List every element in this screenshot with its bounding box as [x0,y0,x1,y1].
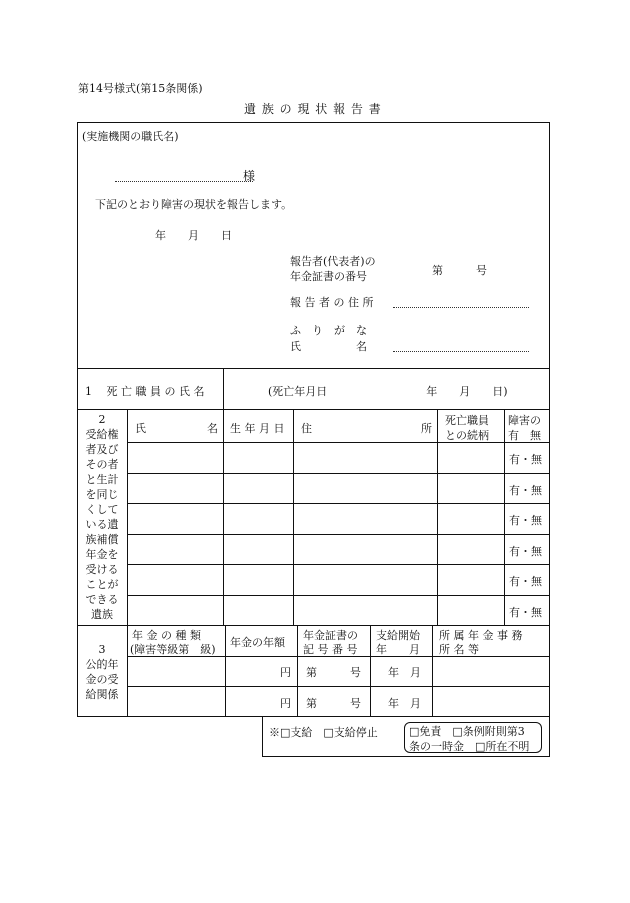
agency-label: (実施機関の職氏名) [82,130,179,143]
amount-yen[interactable]: 円 [280,697,291,710]
disability-choice[interactable]: 有・無 [509,575,542,588]
cert-number[interactable]: 第 号 [306,697,361,710]
label-column-line [127,409,128,717]
col-relation-head-2: との続柄 [445,429,489,442]
reporter-name-line[interactable] [393,351,529,352]
divider-section1 [77,409,550,410]
col-birth-head: 生 年 月 日 [230,422,285,435]
reporter-pension-label-2: 年金証書の番号 [290,270,367,283]
col-start-head-2: 年 月 [376,643,420,656]
disability-choice[interactable]: 有・無 [509,514,542,527]
s3-hline-1 [127,686,550,687]
s3-vline-1 [225,625,226,717]
start-year-month[interactable]: 年 月 [388,666,421,679]
s2-label-line: 遺族 [91,608,113,621]
s2-hline-2 [127,503,550,504]
section1-vline [223,368,224,410]
col-address-head-2: 所 [421,422,432,435]
s3-label-line: 金の受 [85,673,119,686]
section1-label: 1 死 亡 職 員 の 氏 名 [85,385,205,398]
col-cert-head-1: 年金証書の [303,629,358,642]
s2-hline-5 [127,595,550,596]
col-disability-head-1: 障害の [508,414,541,427]
page-title: 遺 族 の 現 状 報 告 書 [244,102,382,116]
statement-text: 下記のとおり障害の現状を報告します。 [95,198,293,211]
disability-choice[interactable]: 有・無 [509,545,542,558]
col-type-head-1: 年 金 の 種 類 [132,629,201,642]
col-name-head-2: 名 [207,422,218,435]
s2-label-line: ことが [85,578,119,591]
death-date[interactable]: (死亡年月日 年 月 日) [268,385,508,398]
s2-hline-1 [127,473,550,474]
s3-vline-3 [370,625,371,717]
col-amount-head: 年金の年額 [230,636,285,649]
s2-hline-4 [127,564,550,565]
col-relation-head-1: 死亡職員 [445,414,489,427]
col-cert-head-2: 記 号 番 号 [303,643,358,656]
disability-choice[interactable]: 有・無 [509,606,542,619]
s3-vline-4 [432,625,433,717]
divider-section2 [77,625,550,626]
col-address-head-1: 住 [301,422,312,435]
s2-label-line: を同じ [85,488,119,501]
reporter-address-label: 報 告 者 の 住 所 [290,296,374,309]
s2-label-line: 者及び [85,443,119,456]
amount-yen[interactable]: 円 [280,666,291,679]
start-year-month[interactable]: 年 月 [388,697,421,710]
s2-label-line: いる遺 [85,518,119,531]
reporter-address-line[interactable] [393,307,529,308]
footer-status-right-2[interactable]: 条の一時金 □所在不明 [409,740,530,753]
s2-label-line: できる [85,593,119,606]
section2-label [78,412,126,622]
agency-name-line[interactable] [115,181,253,182]
footer-status-left[interactable]: ※□支給 □支給停止 [269,726,378,739]
s3-label-line: 公的年 [85,658,119,671]
report-date[interactable]: 年 月 日 [155,229,232,242]
s2-label-line: 年金を [85,548,119,561]
s2-label-line: 受給権 [85,428,119,441]
sama-label: 様 [243,169,256,183]
col-type-head-2: (障害等級第 級) [130,643,216,656]
s2-label-line: その者 [85,458,119,471]
section3-label [78,642,126,702]
disability-choice[interactable]: 有・無 [509,484,542,497]
s3-vline-2 [297,625,298,717]
divider-header [77,368,550,369]
s3-label-line: 給関係 [85,688,119,701]
s2-label-line: 2 [98,413,106,426]
disability-choice[interactable]: 有・無 [509,453,542,466]
s2-label-line: 族補償 [85,533,119,546]
form-number: 第14号様式(第15条関係) [78,82,203,95]
s2-label-line: 受ける [85,563,119,576]
s2-hline-3 [127,534,550,535]
name-label: 氏 名 [290,340,367,353]
pension-number[interactable]: 第 号 [432,264,487,277]
reporter-pension-label: 報告者(代表者)の [290,255,376,268]
cert-number[interactable]: 第 号 [306,666,361,679]
col-office-head-1: 所 属 年 金 事 務 [439,629,523,642]
col-start-head-1: 支給開始 [376,629,420,642]
furigana-label: ふ り が な [290,324,367,337]
col-office-head-2: 所 名 等 [439,643,479,656]
s2-label-line: と生計 [85,473,119,486]
col-disability-head-2: 有 無 [508,429,541,442]
s2-label-line: くして [85,503,119,516]
col-name-head-1: 氏 [135,422,146,435]
footer-status-right-1[interactable]: □免責 □条例附則第3 [409,725,525,738]
s3-label-line: 3 [98,643,106,656]
